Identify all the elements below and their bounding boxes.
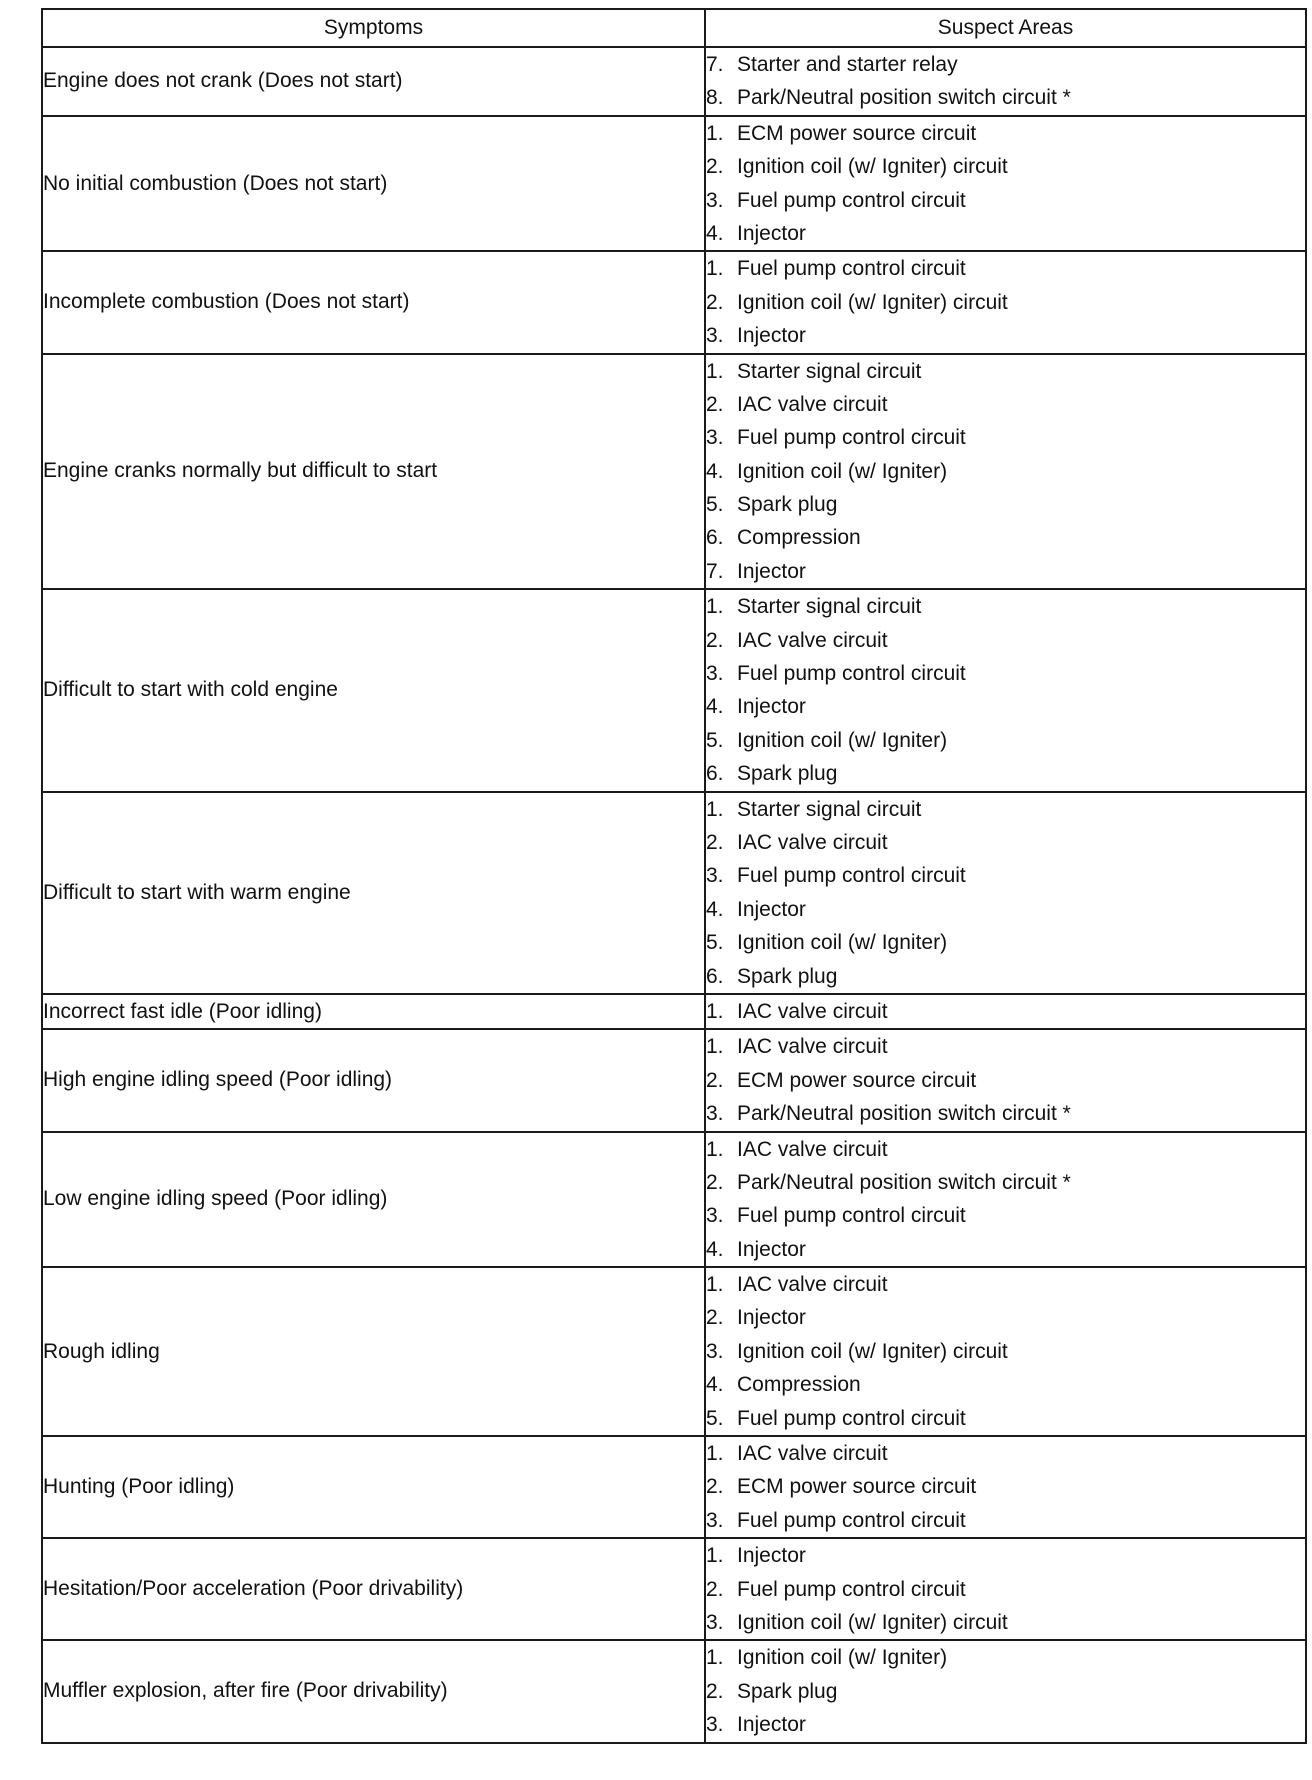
item-number: 3.	[706, 1102, 724, 1126]
suspect-area-text: IAC valve circuit	[737, 392, 888, 416]
list-item	[706, 1233, 1305, 1266]
item-number: 3.	[706, 1610, 724, 1634]
table-row	[42, 1132, 1306, 1268]
suspect-area-text: Fuel pump control circuit	[737, 1508, 966, 1532]
symptom-table	[41, 8, 1307, 1744]
suspect-area-text: ECM power source circuit	[737, 1475, 977, 1499]
item-number: 6.	[706, 964, 724, 988]
symptom-cell: Difficult to start with warm engine	[42, 792, 705, 994]
list-item	[706, 150, 1305, 183]
suspect-area-text: Fuel pump control circuit	[737, 1577, 966, 1601]
list-item	[706, 1437, 1305, 1470]
suspect-area-text: Fuel pump control circuit	[737, 1204, 966, 1228]
list-item	[706, 1573, 1305, 1606]
suspect-area-text: Injector	[737, 1544, 806, 1568]
item-number: 6.	[706, 526, 724, 550]
list-item	[706, 1301, 1305, 1334]
item-number: 2.	[706, 290, 724, 314]
item-number: 5.	[706, 1406, 724, 1430]
list-item	[706, 252, 1305, 285]
table-row	[42, 47, 1306, 116]
suspect-area-text: Injector	[737, 1306, 806, 1330]
item-number: 2.	[706, 628, 724, 652]
list-item	[706, 893, 1305, 926]
suspect-area-text: Fuel pump control circuit	[737, 426, 966, 450]
item-number: 1.	[706, 1442, 724, 1466]
suspect-areas-list	[706, 355, 1305, 589]
header-row	[42, 9, 1306, 47]
item-number: 2.	[706, 1475, 724, 1499]
symptom-cell: Incomplete combustion (Does not start)	[42, 251, 705, 353]
suspect-areas-list	[706, 1133, 1305, 1267]
list-item	[706, 724, 1305, 757]
suspect-area-text: Injector	[737, 695, 806, 719]
suspect-area-text: Injector	[737, 897, 806, 921]
list-item	[706, 1335, 1305, 1368]
list-item	[706, 1539, 1305, 1572]
list-item	[706, 421, 1305, 454]
list-item	[706, 995, 1305, 1028]
suspect-areas-cell	[705, 1029, 1306, 1131]
suspect-area-text: Park/Neutral position switch circuit *	[737, 1102, 1071, 1126]
symptom-cell: Hesitation/Poor acceleration (Poor drivability)	[42, 1538, 705, 1640]
symptom-cell: Hunting (Poor idling)	[42, 1436, 705, 1538]
list-item	[706, 81, 1305, 114]
item-number: 1.	[706, 595, 724, 619]
table-row	[42, 589, 1306, 791]
list-item	[706, 1470, 1305, 1503]
item-number: 4.	[706, 897, 724, 921]
item-number: 1.	[706, 1137, 724, 1161]
list-item	[706, 1030, 1305, 1063]
suspect-area-text: Starter and starter relay	[737, 53, 958, 76]
list-item	[706, 319, 1305, 352]
table-row	[42, 116, 1306, 252]
suspect-areas-cell	[705, 1538, 1306, 1640]
suspect-area-text: IAC valve circuit	[737, 1137, 888, 1161]
list-item	[706, 1368, 1305, 1401]
suspect-area-text: ECM power source circuit	[737, 1068, 977, 1092]
item-number: 2.	[706, 392, 724, 416]
suspect-areas-list	[706, 252, 1305, 352]
table-row	[42, 251, 1306, 353]
item-number: 4.	[706, 1373, 724, 1397]
table-row	[42, 1436, 1306, 1538]
list-item	[706, 555, 1305, 588]
item-number: 2.	[706, 1577, 724, 1601]
table-body	[42, 47, 1306, 1743]
list-item	[706, 1641, 1305, 1674]
suspect-area-text: Fuel pump control circuit	[737, 1406, 966, 1430]
item-number: 8.	[706, 86, 724, 110]
suspect-area-text: Injector	[737, 559, 806, 583]
symptom-cell: Incorrect fast idle (Poor idling)	[42, 994, 705, 1029]
suspect-area-text: IAC valve circuit	[737, 999, 888, 1023]
item-number: 2.	[706, 1068, 724, 1092]
list-item	[706, 960, 1305, 993]
item-number: 3.	[706, 864, 724, 888]
list-item	[706, 217, 1305, 250]
suspect-area-text: Injector	[737, 221, 806, 245]
suspect-area-text: Ignition coil (w/ Igniter)	[737, 728, 948, 752]
list-item	[706, 1504, 1305, 1537]
list-item	[706, 590, 1305, 623]
item-number: 3.	[706, 1508, 724, 1532]
suspect-areas-cell	[705, 589, 1306, 791]
table-row	[42, 792, 1306, 994]
list-item	[706, 1268, 1305, 1301]
item-number: 5.	[706, 931, 724, 955]
item-number: 5.	[706, 493, 724, 517]
suspect-areas-list	[706, 1539, 1305, 1639]
symptom-cell: No initial combustion (Does not start)	[42, 116, 705, 252]
symptom-cell: High engine idling speed (Poor idling)	[42, 1029, 705, 1131]
table-row	[42, 1538, 1306, 1640]
table-row	[42, 1640, 1306, 1742]
item-number: 7.	[706, 559, 724, 583]
suspect-area-text: Ignition coil (w/ Igniter) circuit	[737, 1610, 1008, 1634]
item-number: 1.	[706, 797, 724, 821]
suspect-areas-cell	[705, 792, 1306, 994]
suspect-area-text: ECM power source circuit	[737, 121, 977, 145]
symptom-cell: Rough idling	[42, 1267, 705, 1436]
suspect-areas-cell	[705, 1640, 1306, 1742]
list-item	[706, 624, 1305, 657]
item-number: 1.	[706, 1035, 724, 1059]
suspect-area-text: Starter signal circuit	[737, 359, 922, 383]
suspect-area-text: Ignition coil (w/ Igniter) circuit	[737, 1339, 1008, 1363]
item-number: 2.	[706, 1306, 724, 1330]
item-number: 3.	[706, 662, 724, 686]
item-number: 7.	[706, 53, 724, 76]
symptoms-header: Symptoms	[42, 9, 705, 47]
item-number: 3.	[706, 1204, 724, 1228]
suspect-areas-list	[706, 117, 1305, 251]
list-item	[706, 355, 1305, 388]
suspect-areas-list	[706, 1641, 1305, 1741]
item-number: 3.	[706, 324, 724, 348]
suspect-area-text: Fuel pump control circuit	[737, 662, 966, 686]
suspect-area-text: Compression	[737, 1373, 861, 1397]
suspect-area-text: IAC valve circuit	[737, 1035, 888, 1059]
list-item	[706, 1675, 1305, 1708]
list-item	[706, 757, 1305, 790]
list-item	[706, 1606, 1305, 1639]
list-item	[706, 1097, 1305, 1130]
suspect-area-text: Injector	[737, 1237, 806, 1261]
suspect-area-text: Ignition coil (w/ Igniter)	[737, 931, 948, 955]
suspect-areas-cell	[705, 116, 1306, 252]
item-number: 4.	[706, 459, 724, 483]
suspect-area-text: Fuel pump control circuit	[737, 188, 966, 212]
item-number: 1.	[706, 121, 724, 145]
table-row	[42, 994, 1306, 1029]
symptom-cell: Engine cranks normally but difficult to start	[42, 354, 705, 590]
item-number: 3.	[706, 1339, 724, 1363]
symptom-cell: Engine does not crank (Does not start)	[42, 47, 705, 116]
suspect-areas-header: Suspect Areas	[705, 9, 1306, 47]
suspect-areas-list	[706, 48, 1305, 115]
suspect-areas-cell	[705, 354, 1306, 590]
suspect-area-text: Ignition coil (w/ Igniter) circuit	[737, 290, 1008, 314]
list-item	[706, 1166, 1305, 1199]
list-item	[706, 521, 1305, 554]
list-item	[706, 1133, 1305, 1166]
item-number: 3.	[706, 426, 724, 450]
table-row	[42, 1267, 1306, 1436]
suspect-area-text: Ignition coil (w/ Igniter)	[737, 1646, 948, 1670]
suspect-areas-cell	[705, 251, 1306, 353]
suspect-areas-list	[706, 590, 1305, 790]
list-item	[706, 859, 1305, 892]
list-item	[706, 286, 1305, 319]
item-number: 3.	[706, 1713, 724, 1737]
item-number: 1.	[706, 999, 724, 1023]
table-row	[42, 1029, 1306, 1131]
suspect-areas-list	[706, 1437, 1305, 1537]
list-item	[706, 926, 1305, 959]
suspect-areas-list	[706, 995, 1305, 1028]
suspect-area-text: Starter signal circuit	[737, 797, 922, 821]
suspect-area-text: IAC valve circuit	[737, 1273, 888, 1297]
list-item	[706, 184, 1305, 217]
item-number: 2.	[706, 1679, 724, 1703]
suspect-area-text: Injector	[737, 1713, 806, 1737]
item-number: 4.	[706, 695, 724, 719]
list-item	[706, 48, 1305, 81]
suspect-area-text: Spark plug	[737, 964, 838, 988]
suspect-area-text: Spark plug	[737, 762, 838, 786]
suspect-area-text: Park/Neutral position switch circuit *	[737, 86, 1071, 110]
suspect-area-text: Ignition coil (w/ Igniter)	[737, 459, 948, 483]
item-number: 1.	[706, 359, 724, 383]
symptom-cell: Low engine idling speed (Poor idling)	[42, 1132, 705, 1268]
suspect-areas-cell	[705, 994, 1306, 1029]
symptom-cell: Muffler explosion, after fire (Poor drivability)	[42, 1640, 705, 1742]
suspect-area-text: Compression	[737, 526, 861, 550]
item-number: 1.	[706, 1544, 724, 1568]
suspect-areas-cell	[705, 1267, 1306, 1436]
list-item	[706, 793, 1305, 826]
suspect-areas-list	[706, 793, 1305, 993]
suspect-area-text: Injector	[737, 324, 806, 348]
item-number: 5.	[706, 728, 724, 752]
item-number: 1.	[706, 1273, 724, 1297]
suspect-area-text: IAC valve circuit	[737, 628, 888, 652]
list-item	[706, 455, 1305, 488]
suspect-area-text: Starter signal circuit	[737, 595, 922, 619]
suspect-area-text: Ignition coil (w/ Igniter) circuit	[737, 155, 1008, 179]
list-item	[706, 1402, 1305, 1435]
table-row	[42, 354, 1306, 590]
symptom-cell: Difficult to start with cold engine	[42, 589, 705, 791]
item-number: 3.	[706, 188, 724, 212]
item-number: 2.	[706, 1170, 724, 1194]
list-item	[706, 1708, 1305, 1741]
item-number: 1.	[706, 257, 724, 281]
suspect-area-text: Spark plug	[737, 493, 838, 517]
suspect-area-text: Fuel pump control circuit	[737, 257, 966, 281]
list-item	[706, 388, 1305, 421]
item-number: 2.	[706, 155, 724, 179]
item-number: 4.	[706, 1237, 724, 1261]
suspect-areas-cell	[705, 47, 1306, 116]
suspect-areas-list	[706, 1268, 1305, 1435]
list-item	[706, 690, 1305, 723]
item-number: 4.	[706, 221, 724, 245]
suspect-area-text: IAC valve circuit	[737, 830, 888, 854]
list-item	[706, 1199, 1305, 1232]
suspect-areas-cell	[705, 1436, 1306, 1538]
item-number: 2.	[706, 830, 724, 854]
suspect-area-text: Park/Neutral position switch circuit *	[737, 1170, 1071, 1194]
item-number: 1.	[706, 1646, 724, 1670]
suspect-area-text: Spark plug	[737, 1679, 838, 1703]
list-item	[706, 826, 1305, 859]
suspect-area-text: IAC valve circuit	[737, 1442, 888, 1466]
suspect-area-text: Fuel pump control circuit	[737, 864, 966, 888]
suspect-areas-list	[706, 1030, 1305, 1130]
list-item	[706, 488, 1305, 521]
item-number: 6.	[706, 762, 724, 786]
list-item	[706, 1064, 1305, 1097]
list-item	[706, 657, 1305, 690]
list-item	[706, 117, 1305, 150]
suspect-areas-cell	[705, 1132, 1306, 1268]
